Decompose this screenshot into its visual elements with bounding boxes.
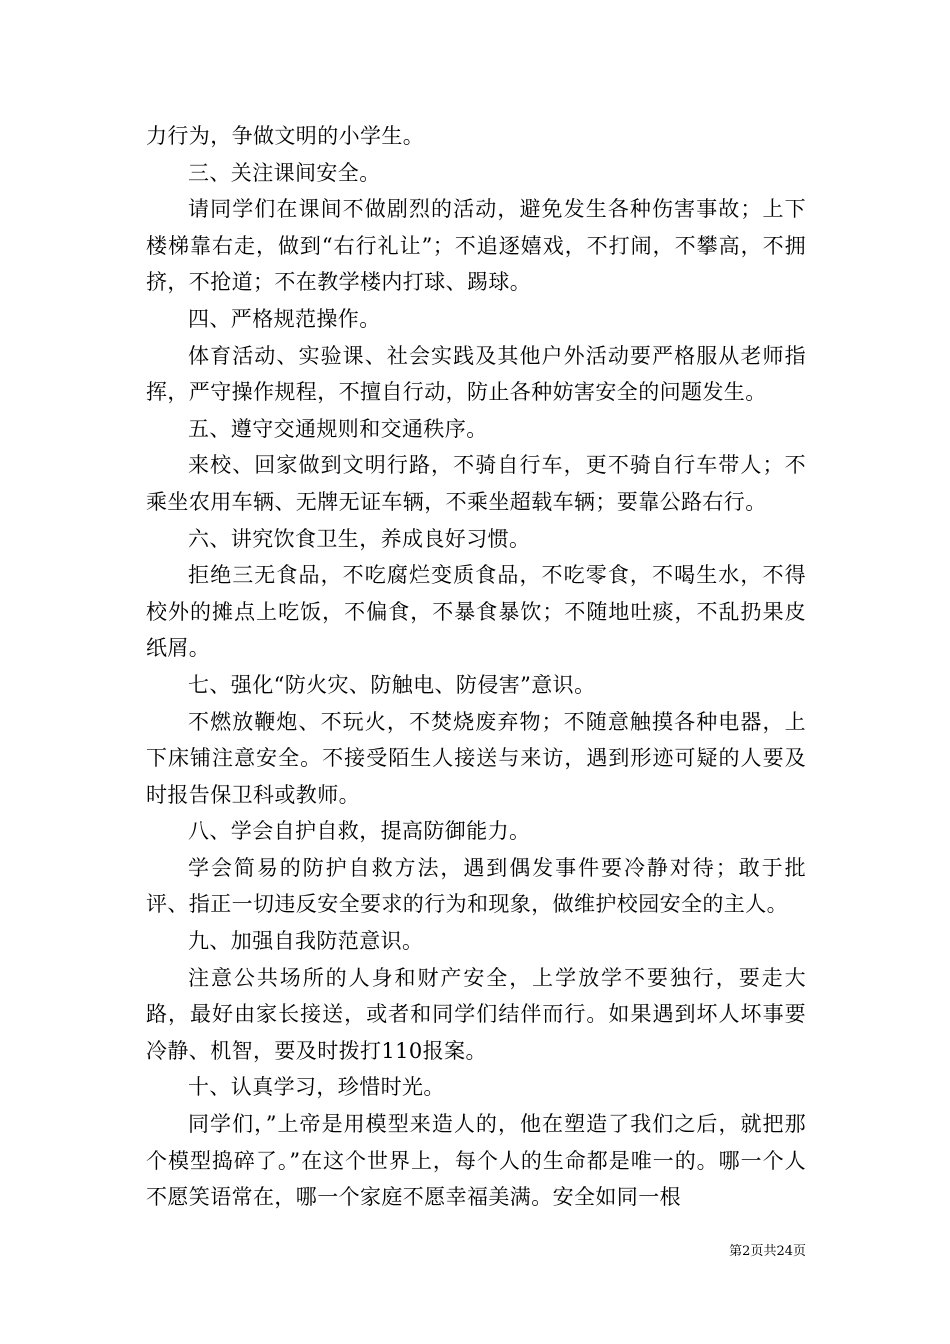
paragraph: 体育活动、实验课、社会实践及其他户外活动要严格服从老师指挥，严守操作规程，不擅自行动，防止各种妨害安全的问题发生。 [146,343,806,405]
paragraph: 注意公共场所的人身和财产安全，上学放学不要独行，要走大路，最好由家长接送，或者和同学们结伴而行。如果遇到坏人坏事要冷静、机智，要及时拨打110报案。 [146,965,806,1063]
section-heading: 十、认真学习，珍惜时光。 [188,1075,445,1100]
paragraph: 拒绝三无食品，不吃腐烂变质食品，不吃零食，不喝生水，不得校外的摊点上吃饭，不偏食，不暴食暴饮；不随地吐痰，不乱扔果皮纸屑。 [146,563,806,661]
section-heading: 三、关注课间安全。 [188,160,381,185]
paragraph: 不燃放鞭炮、不玩火，不焚烧废弃物；不随意触摸各种电器，上下床铺注意安全。不接受陌生人接送与来访，遇到形迹可疑的人要及时报告保卫科或教师。 [146,709,806,807]
paragraph: 同学们，”上帝是用模型来造人的，他在塑造了我们之后，就把那个模型捣碎了。”在这个世界上，每个人的生命都是唯一的。哪一个人不愿笑语常在，哪一个家庭不愿幸福美满。安全如同一根 [146,1112,806,1210]
paragraph: 学会简易的防护自救方法，遇到偶发事件要冷静对待；敢于批评、指正一切违反安全要求的行为和现象，做维护校园安全的主人。 [146,855,806,917]
section-heading: 五、遵守交通规则和交通秩序。 [188,416,488,441]
paragraph: 力行为，争做文明的小学生。 [146,124,425,148]
section-heading: 七、强化“防火灾、防触电、防侵害”意识。 [188,672,596,697]
document-body [146,118,806,1216]
paragraph: 请同学们在课间不做剧烈的活动，避免发生各种伤害事故；上下楼梯靠右走，做到“右行礼让”；不追逐嬉戏，不打闹，不攀高，不拥挤，不抢道；不在教学楼内打球、踢球。 [146,197,806,295]
page-number: 第2页共24页 [729,1244,806,1259]
section-heading: 六、讲究饮食卫生，养成良好习惯。 [188,526,531,551]
section-heading: 八、学会自护自救，提高防御能力。 [188,819,531,844]
paragraph: 来校、回家做到文明行路，不骑自行车，更不骑自行车带人；不乘坐农用车辆、无牌无证车辆，不乘坐超载车辆；要靠公路右行。 [146,453,806,514]
section-heading: 四、严格规范操作。 [188,306,381,331]
section-heading: 九、加强自我防范意识。 [188,929,424,954]
